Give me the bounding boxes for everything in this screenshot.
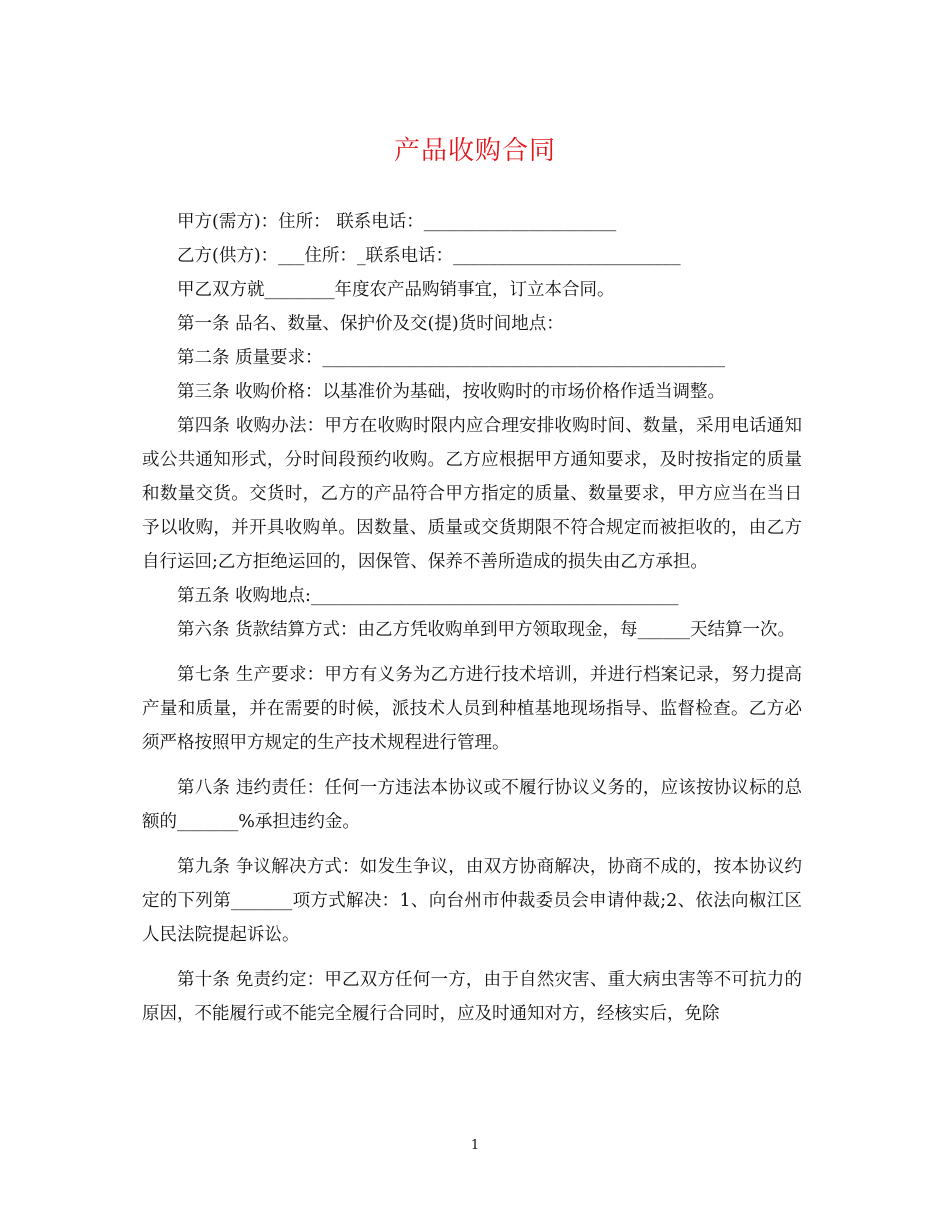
clause-2: 第二条 质量要求：______________________________________________: [177, 348, 726, 368]
clause-6: 第六条 货款结算方式：由乙方凭收购单到甲方领取现金，每______天结算一次。: [177, 620, 796, 640]
clause-4: 第四条 收购办法：甲方在收购时限内应合理安排收购时间、数量，采用电话通知或公共通知形式，分时间段预约收购。乙方应根据甲方通知要求，及时按指定的质量和数量交货。交货时，乙方的产品符合甲方指定的质量、数量要求，甲方应当在当日予以收购，并开具收购单。因数量、质量或交货期限不符合规定而被拒收的，由乙方自行运回;乙方拒绝运回的，因保管、保养不善所造成的损失由乙方承担。: [142, 416, 802, 572]
agreement-intro: 甲乙双方就________年度农产品购销事宜，订立本合同。: [177, 280, 615, 300]
party-a-line: 甲方(需方)：住所： 联系电话：______________________: [177, 212, 617, 232]
clause-1: 第一条 品名、数量、保护价及交(提)货时间地点：: [177, 314, 564, 334]
document-title: 产品收购合同: [393, 136, 556, 166]
clause-8: 第八条 违约责任：任何一方违法本协议或不履行协议义务的，应该按协议标的总额的_______%承担违约金。: [142, 778, 802, 832]
document-body: [142, 205, 802, 1031]
clause-5: 第五条 收购地点:__________________________________________: [177, 586, 679, 606]
party-b-line: 乙方(供方)：___住所：_联系电话：__________________________: [177, 246, 681, 266]
page-number: 1: [470, 1138, 480, 1153]
clause-9: 第九条 争议解决方式：如发生争议，由双方协商解决，协商不成的，按本协议约定的下列第_______项方式解决：1、向台州市仲裁委员会申请仲裁;2、依法向椒江区人民法院提起诉讼。: [142, 857, 802, 945]
clause-7: 第七条 生产要求：甲方有义务为乙方进行技术培训，并进行档案记录，努力提高产量和质量，并在需要的时候，派技术人员到种植基地现场指导、监督检查。乙方必须严格按照甲方规定的生产技术规程进行管理。: [142, 665, 802, 753]
clause-10: 第十条 免责约定：甲乙双方任何一方，由于自然灾害、重大病虫害等不可抗力的原因，不能履行或不能完全履行合同时，应及时通知对方，经核实后，免除: [142, 970, 802, 1024]
clause-3: 第三条 收购价格：以基准价为基础，按收购时的市场价格作适当调整。: [177, 382, 726, 402]
